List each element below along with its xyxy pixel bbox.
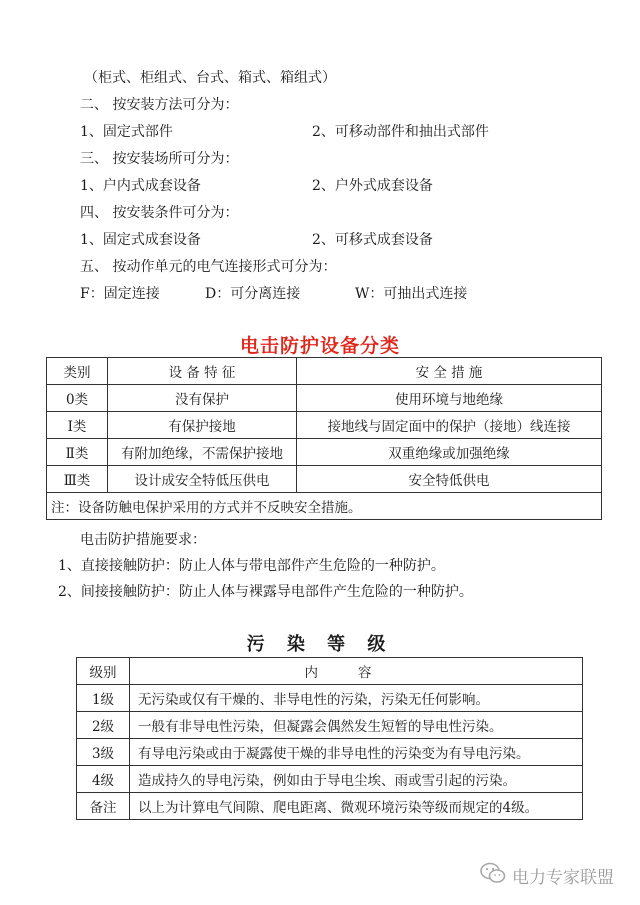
table-note-row [47,493,602,520]
watermark [480,862,614,889]
section-title: 四、 按安装条件可分为： [80,205,239,221]
table-header-row [77,658,583,685]
table-row [77,739,583,766]
table-header: 安 全 措 施 [297,358,602,385]
list-item: 2、间接接触防护：防止人体与裸露导电部件产生危险的一种防护。 [58,584,473,600]
table-cell: 有导电污染或由于凝露使干燥的非导电性的污染变为有导电污染。 [130,739,583,766]
table-cell: 有附加绝缘，不需保护接地 [108,439,297,466]
table-cell: 使用环境与地绝缘 [297,385,602,412]
table-cell: Ⅱ类 [47,439,108,466]
wechat-icon [480,862,506,889]
list-item: F：固定连接 [80,286,160,302]
list-item: 1、户内式成套设备 [80,178,201,194]
table-row [77,712,583,739]
table-cell: 以上为计算电气间隙、爬电距离、微观环境污染等级而规定的4级。 [130,793,583,820]
table-header: 类别 [47,358,108,385]
table-cell: 无污染或仅有干燥的、非导电性的污染，污染无任何影响。 [130,685,583,712]
pollution-table [76,657,583,820]
table-cell: 安全特低供电 [297,466,602,493]
table-row [47,466,602,493]
section-title: 二、 按安装方法可分为： [80,97,239,113]
shock-title: 电击防护设备分类 [239,335,400,357]
table-cell: 设计成安全特低压供电 [108,466,297,493]
table-cell: 造成持久的导电污染，例如由于导电尘埃、雨或雪引起的污染。 [130,766,583,793]
table-cell: 有保护接地 [108,412,297,439]
table-cell: 接地线与固定面中的保护（接地）线连接 [297,412,602,439]
table-header: 内容 [130,658,583,685]
shock-table [46,357,602,520]
table-cell: Ⅲ类 [47,466,108,493]
list-item: D：可分离连接 [205,286,301,302]
list-item: 2、可移动部件和抽出式部件 [312,124,489,140]
table-row [77,685,583,712]
list-item: 1、固定式部件 [80,124,173,140]
list-item: 2、户外式成套设备 [312,178,433,194]
table-note: 注：设备防触电保护采用的方式并不反映安全措施。 [47,493,602,520]
table-row [77,766,583,793]
table-header: 设 备 特 征 [108,358,297,385]
table-cell: 备注 [77,793,130,820]
list-item: 1、固定式成套设备 [80,232,201,248]
list-item: W：可抽出式连接 [355,286,468,302]
protect-title: 电击防护措施要求： [80,532,206,548]
table-cell: 1级 [77,685,130,712]
watermark-text: 电力专家联盟 [512,868,614,888]
pollution-title: 污 染 等 级 [246,634,394,655]
section-title: 五、 按动作单元的电气连接形式可分为： [80,259,337,275]
table-cell: 没有保护 [108,385,297,412]
table-cell: 3级 [77,739,130,766]
table-row [47,412,602,439]
list-item: 1、直接接触防护：防止人体与带电部件产生危险的一种防护。 [58,558,445,574]
table-cell: Ⅰ类 [47,412,108,439]
section-title: 三、 按安装场所可分为： [80,151,239,167]
table-cell: 0类 [47,385,108,412]
table-row [77,793,583,820]
table-row [47,439,602,466]
table-header-row [47,358,602,385]
table-cell: 4级 [77,766,130,793]
list-item: 2、可移式成套设备 [312,232,433,248]
table-header: 级别 [77,658,130,685]
table-cell: 双重绝缘或加强绝缘 [297,439,602,466]
table-row [47,385,602,412]
table-cell: 一般有非导电性污染，但凝露会偶然发生短暂的导电性污染。 [130,712,583,739]
table-cell: 2级 [77,712,130,739]
intro-line: （柜式、柜组式、台式、箱式、箱组式） [84,70,336,86]
